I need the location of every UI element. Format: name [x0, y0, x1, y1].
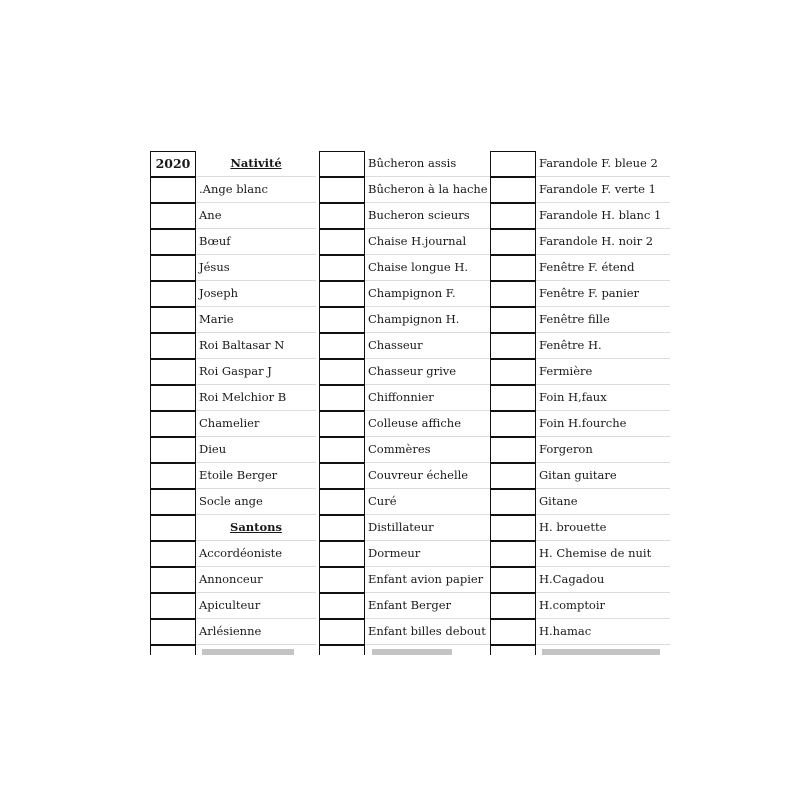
checklist-row [150, 463, 316, 489]
item-label: Apiculteur [199, 598, 261, 612]
item-label: Curé [368, 494, 397, 508]
checklist-row [150, 385, 316, 411]
checklist-row [319, 255, 491, 281]
checkbox-cell[interactable] [319, 489, 365, 515]
checkbox-cell[interactable] [319, 307, 365, 333]
item-label: Distillateur [368, 520, 434, 534]
item-label: Gitan guitare [539, 468, 617, 482]
checklist-row [490, 541, 670, 567]
checkbox-cell[interactable] [490, 177, 536, 203]
checkbox-cell[interactable] [319, 281, 365, 307]
checkbox-cell[interactable] [490, 463, 536, 489]
checklist-row [490, 203, 670, 229]
column-3 [490, 151, 670, 645]
checkbox-cell[interactable] [490, 307, 536, 333]
item-label: Socle ange [199, 494, 263, 508]
checklist-row [319, 281, 491, 307]
checkbox-cell[interactable] [490, 541, 536, 567]
checklist-row [150, 593, 316, 619]
checkbox-cell[interactable] [319, 177, 365, 203]
checkbox-cell[interactable] [490, 385, 536, 411]
item-label: Commères [368, 442, 431, 456]
checklist-row [319, 463, 491, 489]
checklist-row [319, 229, 491, 255]
checkbox-cell[interactable] [490, 437, 536, 463]
item-label: Bûcheron assis [368, 156, 457, 170]
checkbox-cell[interactable] [490, 281, 536, 307]
checklist-row [490, 411, 670, 437]
partial-text [542, 649, 660, 655]
item-label: Farandole H. noir 2 [539, 234, 654, 248]
item-label: Dormeur [368, 546, 421, 560]
checkbox-cell[interactable] [319, 229, 365, 255]
checklist-row [150, 255, 316, 281]
checkbox-cell[interactable] [490, 567, 536, 593]
checkbox-cell[interactable] [490, 151, 536, 177]
checkbox-cell[interactable] [150, 281, 196, 307]
item-label: H.comptoir [539, 598, 606, 612]
checklist-row [490, 177, 670, 203]
item-label: Etoile Berger [199, 468, 278, 482]
item-label: Farandole F. verte 1 [539, 182, 656, 196]
item-label: Roi Melchior B [199, 390, 287, 404]
item-label: Couvreur échelle [368, 468, 469, 482]
checklist-row [319, 489, 491, 515]
checklist-row [150, 307, 316, 333]
checkbox-cell[interactable] [150, 177, 196, 203]
item-label: Arlésienne [199, 624, 262, 638]
checklist-row [490, 255, 670, 281]
checklist-row [150, 203, 316, 229]
checkbox-cell[interactable] [319, 619, 365, 645]
checkbox-cell[interactable] [150, 359, 196, 385]
item-label: Fenêtre F. étend [539, 260, 635, 274]
checkbox-cell[interactable] [490, 229, 536, 255]
checkbox-cell[interactable] [319, 333, 365, 359]
item-label: Bœuf [199, 234, 231, 248]
item-label: Forgeron [539, 442, 593, 456]
checklist-row [150, 411, 316, 437]
checkbox-cell[interactable] [319, 385, 365, 411]
checkbox-cell[interactable] [319, 593, 365, 619]
item-label: Bûcheron à la hache [368, 182, 488, 196]
item-label: H. Chemise de nuit [539, 546, 652, 560]
checklist-row [319, 515, 491, 541]
item-label: H. brouette [539, 520, 607, 534]
checkbox-cell[interactable] [490, 255, 536, 281]
checklist-row [319, 151, 491, 177]
checkbox-cell[interactable] [319, 151, 365, 177]
checkbox-cell[interactable] [319, 515, 365, 541]
item-label: Gitane [539, 494, 578, 508]
checklist-row [490, 515, 670, 541]
checkbox-cell[interactable] [150, 463, 196, 489]
checklist-row [490, 229, 670, 255]
checkbox-cell[interactable] [150, 411, 196, 437]
checklist-row [150, 489, 316, 515]
checklist-row [319, 567, 491, 593]
item-label: Joseph [199, 286, 239, 300]
item-label: Foin H.fourche [539, 416, 627, 430]
item-label: Fermière [539, 364, 593, 378]
checklist-row [490, 385, 670, 411]
checklist-row [150, 333, 316, 359]
item-label: Chaise longue H. [368, 260, 469, 274]
item-label: Roi Baltasar N [199, 338, 285, 352]
item-label: Fenêtre H. [539, 338, 602, 352]
checkbox-partial [490, 645, 536, 655]
checkbox-cell[interactable] [319, 437, 365, 463]
item-label: Roi Gaspar J [199, 364, 272, 378]
checkbox-cell[interactable] [150, 385, 196, 411]
item-label: Annonceur [199, 572, 263, 586]
checklist-row [490, 437, 670, 463]
checklist-row [490, 567, 670, 593]
checkbox-cell[interactable] [150, 255, 196, 281]
checkbox-cell[interactable] [319, 541, 365, 567]
checkbox-cell[interactable] [150, 515, 196, 541]
checkbox-cell[interactable] [490, 619, 536, 645]
checklist-row [150, 541, 316, 567]
checkbox-cell[interactable] [490, 411, 536, 437]
checklist-row [319, 333, 491, 359]
checklist-row [150, 619, 316, 645]
column-2 [319, 151, 491, 645]
checklist-row [150, 515, 316, 541]
checkbox-cell [150, 151, 196, 177]
checkbox-cell[interactable] [150, 229, 196, 255]
checkbox-cell[interactable] [150, 203, 196, 229]
checkbox-cell[interactable] [319, 411, 365, 437]
checkbox-cell[interactable] [490, 489, 536, 515]
checklist-row [319, 177, 491, 203]
checklist-row [319, 593, 491, 619]
item-label: Farandole F. bleue 2 [539, 156, 658, 170]
item-label: Enfant Berger [368, 598, 452, 612]
item-label: .Ange blanc [199, 182, 268, 196]
checkbox-cell[interactable] [319, 567, 365, 593]
checkbox-cell[interactable] [490, 203, 536, 229]
item-label: Chasseur [368, 338, 423, 352]
item-label: Marie [199, 312, 234, 326]
checklist-row [490, 593, 670, 619]
checklist-row [490, 359, 670, 385]
item-label: H.hamac [539, 624, 592, 638]
column-1 [150, 151, 316, 645]
checkbox-cell[interactable] [150, 307, 196, 333]
item-label: Bucheron scieurs [368, 208, 470, 222]
item-label: H.Cagadou [539, 572, 605, 586]
checkbox-cell[interactable] [150, 593, 196, 619]
checklist-row [490, 307, 670, 333]
checklist-row [490, 463, 670, 489]
item-label: Enfant billes debout [368, 624, 486, 638]
checklist-row [319, 359, 491, 385]
item-label: Jésus [199, 260, 230, 274]
checklist-row [150, 281, 316, 307]
checkbox-cell[interactable] [490, 515, 536, 541]
item-label: Fenêtre F. panier [539, 286, 640, 300]
checklist-row [319, 619, 491, 645]
item-label: Champignon F. [368, 286, 456, 300]
checklist-row [319, 203, 491, 229]
item-label: Farandole H. blanc 1 [539, 208, 662, 222]
checklist-row [150, 229, 316, 255]
checklist-row [319, 385, 491, 411]
item-label: Foin H,faux [539, 390, 607, 404]
checkbox-partial [150, 645, 196, 655]
checklist-row [150, 567, 316, 593]
checkbox-cell[interactable] [490, 333, 536, 359]
checkbox-cell[interactable] [150, 567, 196, 593]
checkbox-cell[interactable] [490, 359, 536, 385]
checklist-row [150, 359, 316, 385]
checkbox-cell[interactable] [319, 255, 365, 281]
item-label: Dieu [199, 442, 227, 456]
checkbox-cell[interactable] [150, 489, 196, 515]
checkbox-cell[interactable] [319, 463, 365, 489]
item-label: Chamelier [199, 416, 260, 430]
checkbox-cell[interactable] [150, 333, 196, 359]
checklist-row [150, 437, 316, 463]
year-label: 2020 [155, 156, 191, 171]
partial-text [372, 649, 452, 655]
checkbox-cell[interactable] [150, 619, 196, 645]
checklist-row [490, 489, 670, 515]
checklist-row [319, 541, 491, 567]
partial-text [202, 649, 294, 655]
checklist-row [150, 177, 316, 203]
item-label: Accordéoniste [199, 546, 283, 560]
section-header: Nativité [230, 156, 282, 170]
item-label: Chasseur grive [368, 364, 457, 378]
checklist-row [150, 151, 316, 177]
item-label: Chiffonnier [368, 390, 434, 404]
section-header: Santons [230, 520, 282, 534]
checklist-row [490, 151, 670, 177]
item-label: Enfant avion papier [368, 572, 484, 586]
checklist-row [319, 411, 491, 437]
checklist-sheet [150, 151, 670, 655]
checkbox-partial [319, 645, 365, 655]
checklist-row [490, 333, 670, 359]
item-label: Chaise H.journal [368, 234, 467, 248]
checklist-row [319, 437, 491, 463]
item-label: Champignon H. [368, 312, 460, 326]
checklist-row [490, 619, 670, 645]
checkbox-cell[interactable] [150, 541, 196, 567]
item-label: Colleuse affiche [368, 416, 462, 430]
checkbox-cell[interactable] [319, 359, 365, 385]
item-label: Fenêtre fille [539, 312, 610, 326]
checklist-row [490, 281, 670, 307]
checklist-row [319, 307, 491, 333]
item-label: Ane [199, 208, 222, 222]
checkbox-cell[interactable] [319, 203, 365, 229]
checkbox-cell[interactable] [490, 593, 536, 619]
checkbox-cell[interactable] [150, 437, 196, 463]
